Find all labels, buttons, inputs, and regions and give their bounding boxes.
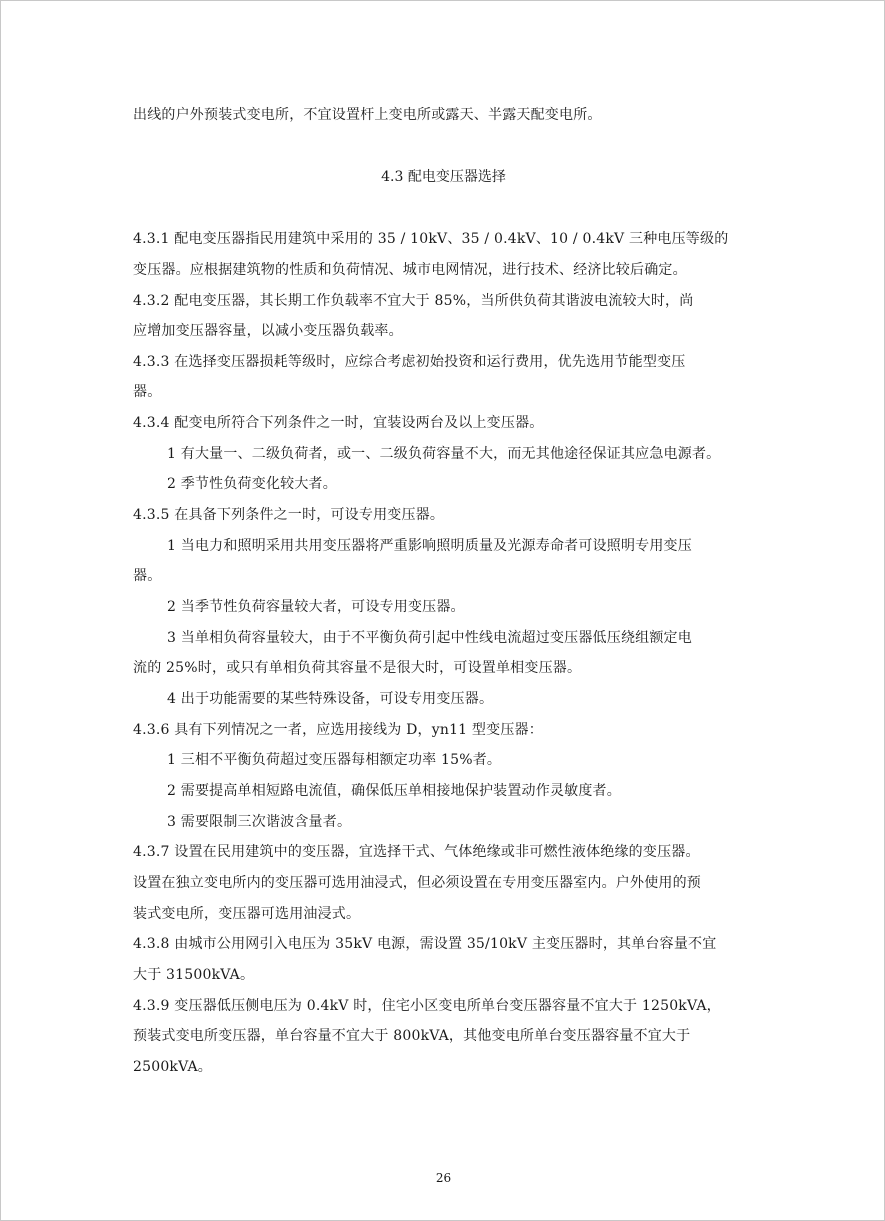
paragraph-line: 设置在独立变电所内的变压器可选用油浸式，但必须设置在专用变压器室内。户外使用的预 bbox=[133, 875, 701, 891]
list-item: 1 当电力和照明采用共用变压器将严重影响照明质量及光源寿命者可设照明专用变压 bbox=[167, 538, 692, 554]
clause-4-3-6-line: 4.3.6 具有下列情况之一者，应选用接线为 D，yn11 型变压器： bbox=[133, 722, 543, 738]
paragraph-line: 流的 25%时，或只有单相负荷其容量不是很大时，可设置单相变压器。 bbox=[133, 660, 582, 676]
list-item: 2 季节性负荷变化较大者。 bbox=[167, 476, 337, 492]
clause-4-3-5-line: 4.3.5 在具备下列条件之一时，可设专用变压器。 bbox=[133, 507, 445, 523]
list-item: 1 三相不平衡负荷超过变压器每相额定功率 15%者。 bbox=[167, 752, 502, 768]
clause-4-3-8-line: 4.3.8 由城市公用网引入电压为 35kV 电源，需设置 35/10kV 主变压器时，其单台容量不宜 bbox=[133, 936, 717, 952]
paragraph-line: 大于 31500kVA。 bbox=[133, 967, 255, 983]
clause-4-3-2-line: 4.3.2 配电变压器，其长期工作负载率不宜大于 85%，当所供负荷其谐波电流较大时，尚 bbox=[133, 293, 694, 309]
section-heading: 4.3 配电变压器选择 bbox=[381, 169, 506, 185]
paragraph-line: 器。 bbox=[133, 568, 162, 584]
clause-4-3-3-line: 4.3.3 在选择变压器损耗等级时，应综合考虑初始投资和运行费用，优先选用节能型变压 bbox=[133, 354, 686, 370]
clause-4-3-4-line: 4.3.4 配变电所符合下列条件之一时，宜装设两台及以上变压器。 bbox=[133, 415, 544, 431]
paragraph-line: 2500kVA。 bbox=[133, 1059, 212, 1075]
list-item: 2 需要提高单相短路电流值，确保低压单相接地保护装置动作灵敏度者。 bbox=[167, 783, 621, 799]
paragraph-line: 装式变电所，变压器可选用油浸式。 bbox=[133, 906, 361, 922]
list-item: 1 有大量一、二级负荷者，或一、二级负荷容量不大，而无其他途径保证其应急电源者。 bbox=[167, 446, 721, 462]
list-item: 4 出于功能需要的某些特殊设备，可设专用变压器。 bbox=[167, 691, 494, 707]
paragraph-line: 器。 bbox=[133, 384, 162, 400]
paragraph-line: 预装式变电所变压器，单台容量不宜大于 800kVA，其他变电所单台变压器容量不宜大于 bbox=[133, 1028, 691, 1044]
clause-4-3-1-line: 4.3.1 配电变压器指民用建筑中采用的 35 / 10kV、35 / 0.4kV、10 / 0.4kV 三种电压等级的 bbox=[133, 231, 729, 247]
paragraph-line: 变压器。应根据建筑物的性质和负荷情况、城市电网情况，进行技术、经济比较后确定。 bbox=[133, 262, 687, 278]
list-item: 3 当单相负荷容量较大，由于不平衡负荷引起中性线电流超过变压器低压绕组额定电 bbox=[167, 630, 692, 646]
clause-4-3-7-line: 4.3.7 设置在民用建筑中的变压器，宜选择干式、气体绝缘或非可燃性液体绝缘的变压器。 bbox=[133, 844, 700, 860]
list-item: 2 当季节性负荷容量较大者，可设专用变压器。 bbox=[167, 599, 465, 615]
paragraph-line: 应增加变压器容量，以减小变压器负载率。 bbox=[133, 323, 403, 339]
paragraph-line: 出线的户外预装式变电所，不宜设置杆上变电所或露天、半露天配变电所。 bbox=[133, 107, 602, 123]
list-item: 3 需要限制三次谐波含量者。 bbox=[167, 814, 352, 830]
clause-4-3-9-line: 4.3.9 变压器低压侧电压为 0.4kV 时，住宅小区变电所单台变压器容量不宜大于 1250kVA， bbox=[133, 998, 721, 1014]
page-number: 26 bbox=[435, 1171, 452, 1185]
